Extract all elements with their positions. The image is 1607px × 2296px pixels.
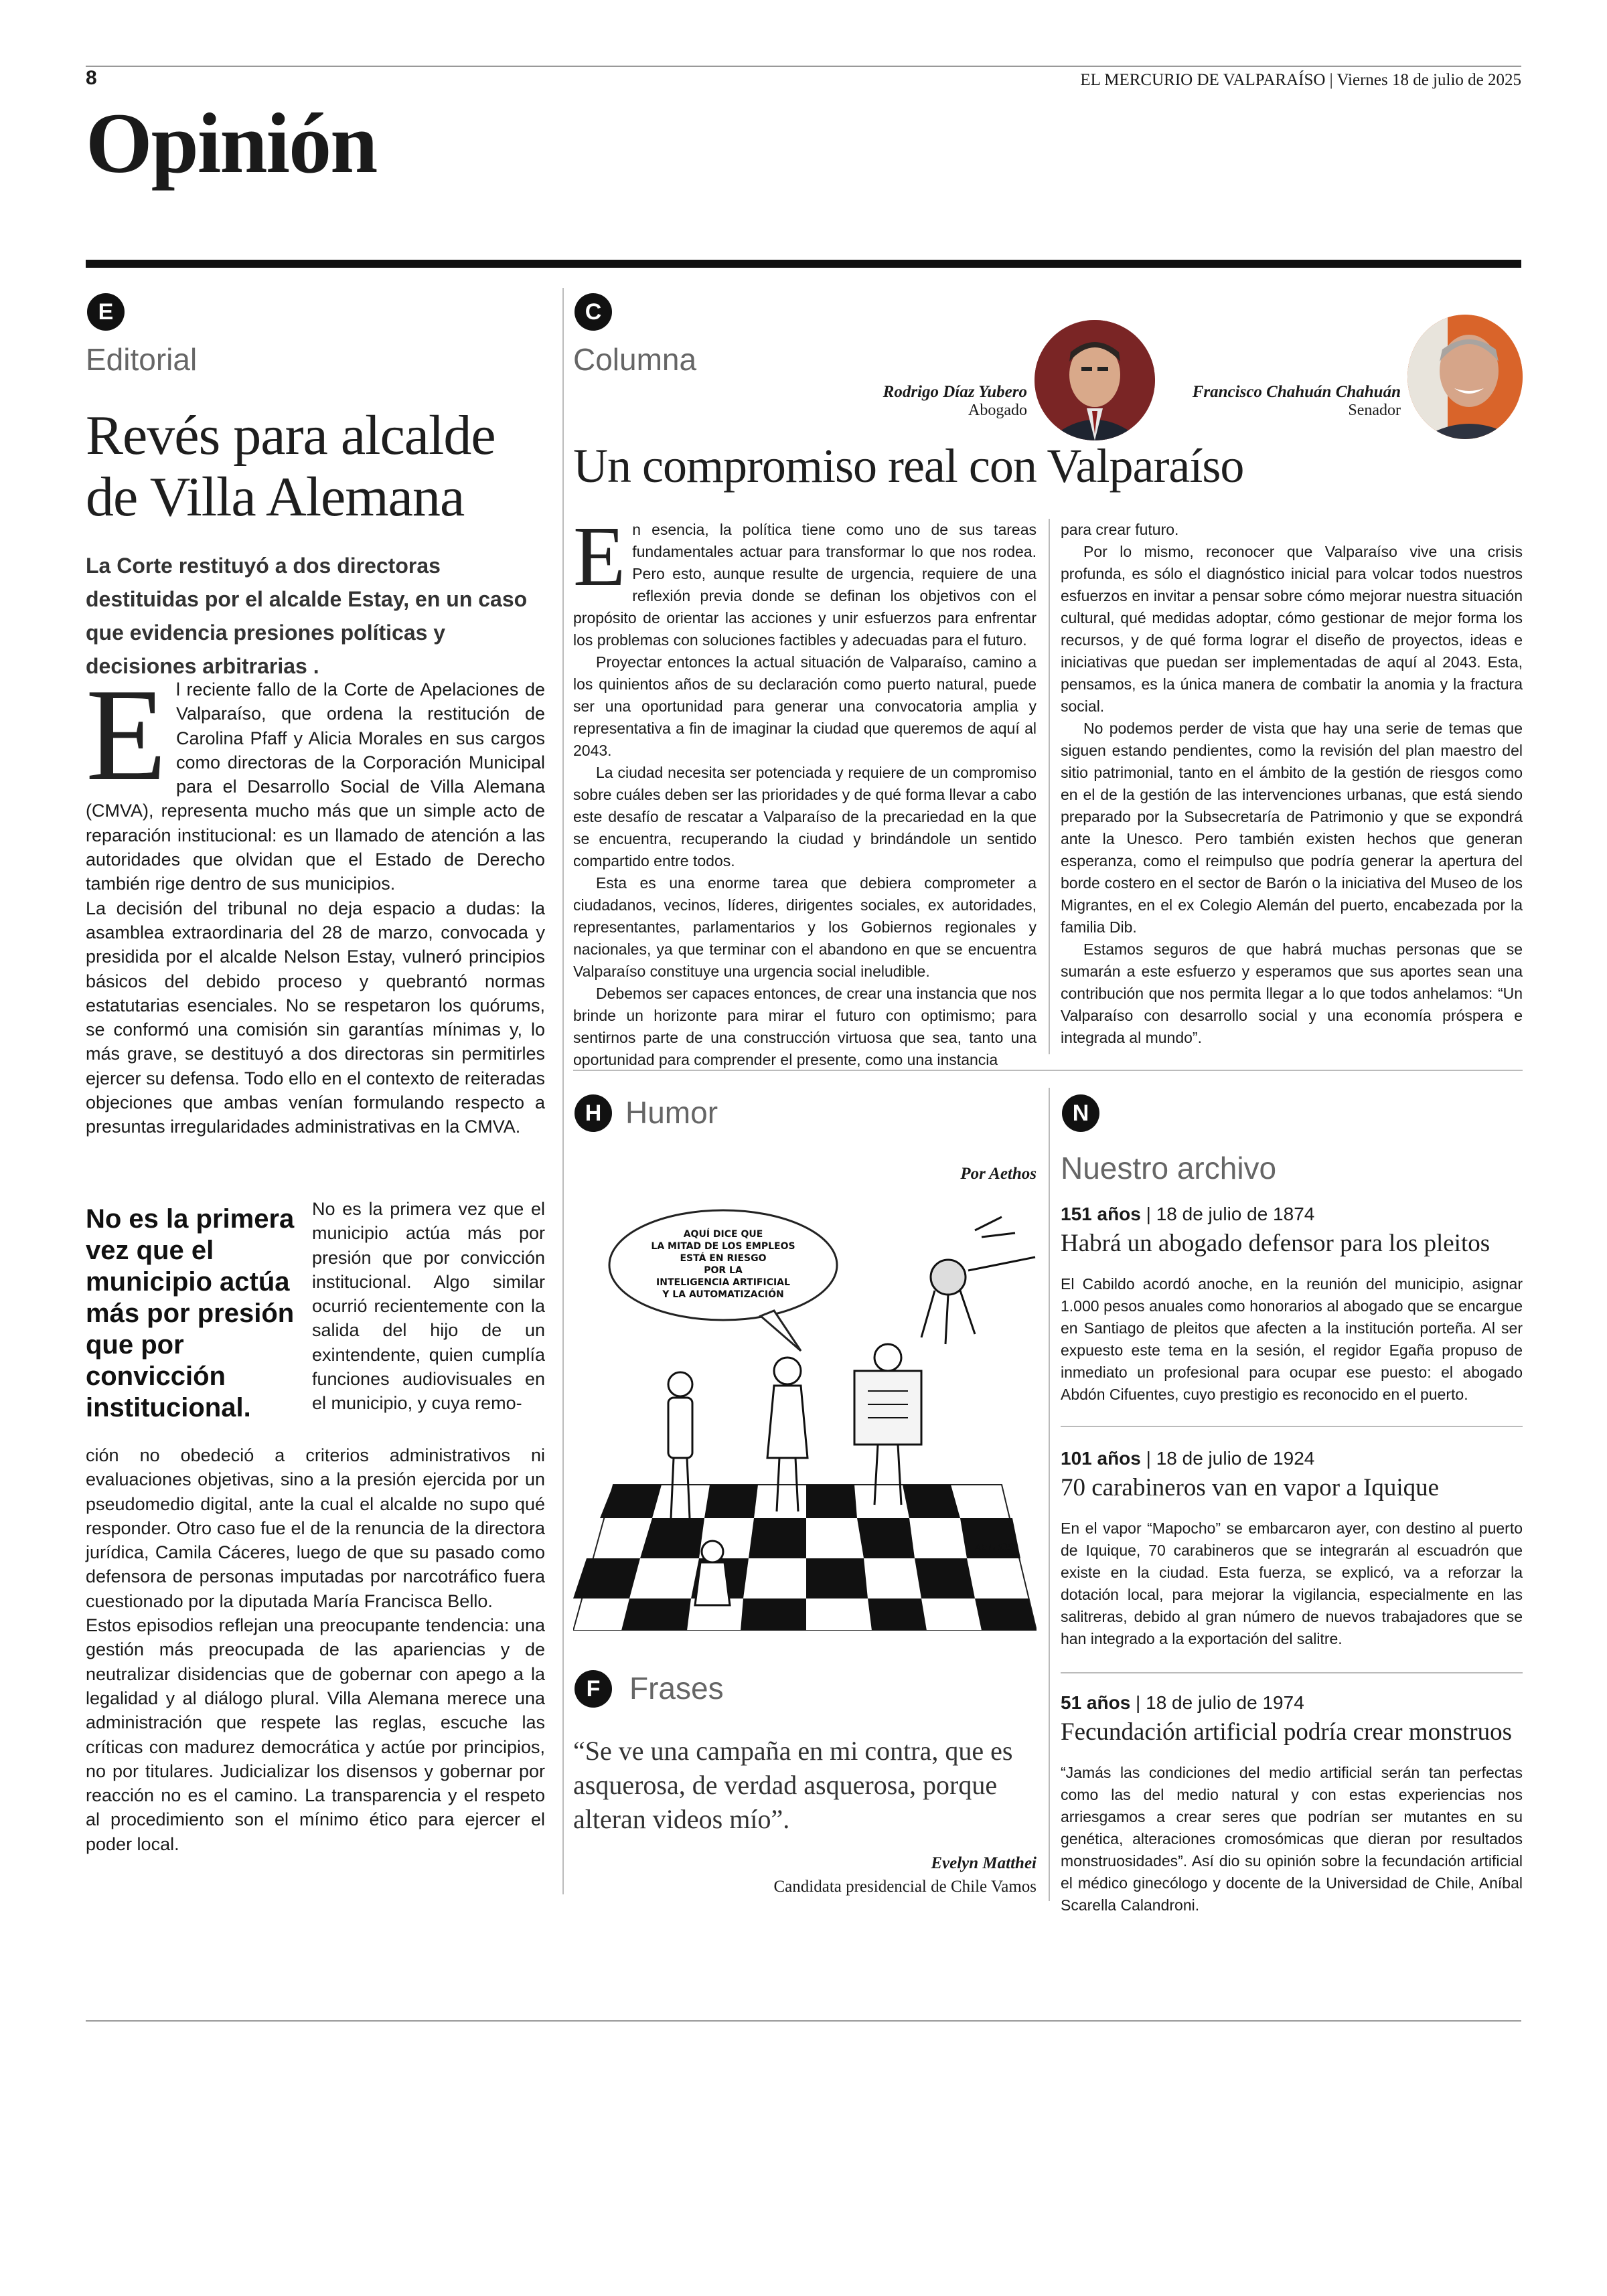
bubble-text: INTELIGENCIA ARTIFICIAL	[656, 1277, 790, 1288]
cartoon-signature: AETHOS	[975, 1542, 1014, 1553]
archive-headline: Fecundación artificial podría crear monstruos	[1061, 1718, 1512, 1746]
column-headline: Un compromiso real con Valparaíso	[573, 439, 1244, 493]
editorial-headline-line2: de Villa Alemana	[86, 466, 465, 528]
column-paragraph: para crear futuro.	[1061, 521, 1179, 538]
column-paragraph: No podemos perder de vista que hay una serie de temas que siguen estando pendientes, como la revisión del plan maestro del sitio patrimonial, tanto en el ámbito de la gestión de riesgos como en el de la gestión de las intervenciones urbanas, que está siendo preparado por la Subsecretaría de Patrimonio y que se expondrá ante la Unesco. Pero también existen hechos que generan esperanza, como el reimpulso que podría generar la apertura del borde costero en el sector de Barón o la iniciativa del Museo de los Migrantes, en el ex Colegio Alemán del puerto, encabezada por la familia Dib.	[1061, 720, 1523, 936]
column-paragraph: Por lo mismo, reconocer que Valparaíso vive una crisis profunda, es sólo el diagnóstico inicial para volcar todos nuestros esfuerzos en invitar a pensar sobre cómo mejorar nuestra situación cultural, qué medidas adoptar, cómo gestionar de mejor forma los recursos, y de qué forma lograr el diseño de proyectos, ideas e iniciativas que puedan ser implementadas de aquí al 2043. Esta, pensamos, es la única manera de combatir la anomia y la fractura social.	[1061, 543, 1523, 715]
editorial-badge: E	[87, 293, 125, 331]
column-paragraph: La ciudad necesita ser potenciada y requiere de un compromiso sobre cuáles deben ser las prioridades y de qué forma llevar a cabo este desafío de rescatar a Valparaíso de la precariedad en la que se encuentra, recuperando la ciudad y brindándole un sentido compartido entre todos.	[573, 764, 1037, 870]
author-1-photo	[1035, 320, 1155, 440]
column-author-2	[1165, 383, 1401, 420]
humor-cartoon	[573, 1204, 1037, 1631]
page-number: 8	[86, 67, 97, 89]
humor-kicker: Humor	[625, 1095, 718, 1130]
editorial-dropcap: E	[86, 661, 167, 808]
archive-kicker: Nuestro archivo	[1061, 1151, 1277, 1185]
author-2-portrait	[1407, 315, 1523, 439]
archive-years: 151 años	[1061, 1204, 1141, 1224]
archive-body: El Cabildo acordó anoche, en la reunión del municipio, asignar 1.000 pesos anuales como honorarios al abogado que se encargue en Santiago de pleitos que afecten a la institución porteña. Al ser expuesto este tema en la sesión, el regidor Egaña propuso de inmediato un profesional para ocupar ese puesto: el abogado Abdón Cifuentes, cuyo prestigio es reconocido en el puerto.	[1061, 1275, 1523, 1403]
editorial-paragraph: ción no obedeció a criterios administrativos ni evaluaciones objetivas, sino a la presión ejercida por un pseudomedio digital, ante la cual el alcalde no supo qué responder. Otro caso fue el de la renuncia de la directora jurídica, Camila Cáceres, luego de que su pasado como defensora de personas imputadas por narcotráfico fuera cuestionado por la diputada María Francisca Bello.	[86, 1445, 545, 1611]
editorial-headline	[86, 405, 548, 528]
archive-date: 18 de julio de 1974	[1146, 1692, 1304, 1713]
column-paragraph: Proyectar entonces la actual situación de Valparaíso, camino a los quinientos años de su declaración como puerto natural, puede ser una oportunidad para generar una convocatoria amplia y representativa a fin de imaginar la ciudad que queremos de aquí al 2043.	[573, 653, 1037, 759]
bottom-rule	[86, 2020, 1521, 2022]
archive-body: “Jamás las condiciones del medio artificial serán tan perfectas como las del medio natural y con estas experiencias nos arriesgamos a crear seres que podrían ser mutantes en su genética, alteraciones cromosómicas que dieran por resultados monstruosidades”. Así dio su opinión sobre la fecundación artificial el médico ginecólogo y docente de la Universidad de Chile, Aníbal Scarella Calandroni.	[1061, 1764, 1523, 1914]
column-author-1	[790, 383, 1027, 420]
editorial-paragraph: Estos episodios reflejan una preocupante tendencia: una gestión más preocupada de las apariencias y de neutralizar disidencias que de gobernar con apego a la legalidad y al diálogo plural. Villa Alemana merece una administración que respete las reglas, escuche las críticas con madurez democrática y actúe por principios, no por titulares. Judicializar los disensos y gobernar por reacción no es el camino. La transparencia y el respeto al procedimiento son el mínimo ético para ejercer el poder local.	[86, 1615, 545, 1854]
column-paragraph: Debemos ser capaces entonces, de crear una instancia que nos brinde un horizonte para mirar el futuro con optimismo; para sentirnos parte de una construcción virtuosa que sea, tanto una oportunidad para comprender el presente, como una instancia	[573, 985, 1037, 1068]
archive-item: 151 años | 18 de julio de 1874 Habrá un abogado defensor para los pleitos El Cabildo acordó anoche, en la reunión del municipio, asignar 1.000 pesos anuales como honorarios al abogado que se encargue en Santiago de pleitos que afecten a la institución porteña. Al ser expuesto este tema en la sesión, el regidor Egaña propuso de inmediato un profesional para ocupar ese puesto: el abogado Abdón Cifuentes, cuyo prestigio es reconocido en el puerto.	[1061, 1204, 1523, 1406]
frases-author: Evelyn Matthei	[931, 1854, 1037, 1872]
frases-kicker: Frases	[629, 1671, 724, 1706]
column-kicker: Columna	[573, 342, 697, 377]
column-paragraph: n esencia, la política tiene como uno de sus tareas fundamentales actuar para transformar lo que nos rodea. Pero esto, aunque resulte de urgencia, requiere de una reflexión previa donde se definan los objetivos con el propósito de orientar las acciones y unir esfuerzos para enfrentar los problemas con soluciones factibles y adecuadas para el futuro.	[573, 521, 1037, 649]
top-rule	[86, 66, 1521, 67]
editorial-pull-quote: No es la primera vez que el municipio actúa más por presión que por convicción institucional.	[86, 1204, 295, 1422]
bubble-text: Y LA AUTOMATIZACIÓN	[662, 1289, 784, 1300]
archive-headline: 70 carabineros van en vapor a Iquique	[1061, 1474, 1440, 1501]
bubble-text: ESTÁ EN RIESGO	[680, 1253, 767, 1264]
lower-divider	[1049, 1088, 1050, 1901]
archive-rule	[1061, 1672, 1523, 1673]
editorial-body-top	[86, 661, 545, 1139]
archive-date: 18 de julio de 1874	[1156, 1204, 1315, 1224]
humor-byline: Por Aethos	[960, 1165, 1037, 1183]
bubble-text: POR LA	[704, 1265, 743, 1276]
archive-item: 101 años | 18 de julio de 1924 70 carabineros van en vapor a Iquique En el vapor “Mapocho” se embarcaron ayer, con destino al puerto de Iquique, 70 carabineros que se integrarán al escuadrón que existe en la ciudad. Esta fuerza, se explicó, va a reforzar la dotación local, para mejorar la vigilancia, especialmente en las salitreras, debido al gran número de nuevos trabajadores que se han integrado a la exportación del salitre.	[1061, 1448, 1523, 1650]
cartoon-illustration	[573, 1204, 1037, 1631]
column-badge: C	[575, 293, 612, 331]
author-name: Francisco Chahuán Chahuán	[1192, 383, 1401, 401]
editorial-deck: La Corte restituyó a dos directoras destituidas por el alcalde Estay, en un caso que evidencia presiones políticas y decisiones arbitrarias .	[86, 554, 528, 678]
archive-item: 51 años | 18 de julio de 1974 Fecundación artificial podría crear monstruos “Jamás las condiciones del medio artificial serán tan perfectas como las del medio natural y con estas experiencias nos arriesgamos a crear seres que podrían ser mutantes en su genética, alteraciones cromosómicas que dieran por resultados monstruosidades”. Así dio su opinión sobre la fecundación artificial el médico ginecólogo y docente de la Universidad de Chile, Aníbal Scarella Calandroni.	[1061, 1692, 1523, 1916]
masthead: EL MERCURIO DE VALPARAÍSO | Viernes 18 de julio de 2025	[1080, 71, 1521, 89]
masthead-name: EL MERCURIO DE VALPARAÍSO	[1080, 71, 1326, 89]
frases-quote: “Se ve una campaña en mi contra, que es asquerosa, de verdad asquerosa, porque alteran videos mío”.	[573, 1736, 1013, 1834]
author-name: Rodrigo Díaz Yubero	[883, 383, 1027, 401]
editorial-headline-line1: Revés para alcalde	[86, 404, 495, 467]
author-role: Senador	[1348, 402, 1401, 419]
column-inner-divider	[1049, 519, 1050, 1054]
checkerboard-floor	[573, 1485, 1037, 1631]
archive-body: En el vapor “Mapocho” se embarcaron ayer, con destino al puerto de Iquique, 70 carabineros que se integrarán al escuadrón que existe en la ciudad. Esta fuerza, se explicó, va a reforzar la dotación local, para mejorar la vigilancia, especialmente en las salitreras, debido al gran número de nuevos trabajadores que se han integrado a la exportación del salitre.	[1061, 1520, 1523, 1647]
bubble-text: AQUÍ DICE QUE	[683, 1229, 763, 1240]
editorial-paragraph: l reciente fallo de la Corte de Apelaciones de Valparaíso, que ordena la restitución de Carolina Pfaff y Alicia Morales en sus cargos como directoras de la Corporación Municipal para el Desarrollo Social de Villa Alemana (CMVA), representa mucho más que un simple acto de reparación institucional: es un llamado de atención a las autoridades que olvidan que el Estado de Derecho también rige dentro de sus municipios.	[86, 679, 545, 894]
editorial-paragraph: La decisión del tribunal no deja espacio a dudas: la asamblea extraordinaria del 28 de marzo, convocada y presidida por el alcalde Nelson Estay, vulneró principios básicos del debido proceso y quebrantó normas estatutarias esenciales. No se respetaron los quórums, se conformó una comisión sin garantías mínimas y, lo más grave, se destituyó a dos directoras sin permitirles ejercer su defensa. Todo ello en el contexto de reiteradas objeciones que ambas venían formulando respecto a presuntas irregularidades administrativas en la CMVA.	[86, 898, 545, 1137]
editorial-body-bottom	[86, 1443, 545, 1856]
editorial-kicker: Editorial	[86, 342, 198, 377]
section-rule	[86, 260, 1521, 268]
column-body-right	[1061, 519, 1523, 1049]
bubble-text: LA MITAD DE LOS EMPLEOS	[651, 1241, 795, 1252]
archive-years: 51 años	[1061, 1692, 1131, 1713]
author-2-photo	[1407, 315, 1523, 439]
archive-rule	[1061, 1426, 1523, 1427]
column-paragraph: Estamos seguros de que habrá muchas personas que se sumarán a este esfuerzo y esperamos que sus aportes sean una contribución que nos permita llegar a lo que todos anhelamos: “Un Valparaíso con desarrollo social y una economía próspera e integrada al mundo”.	[1061, 940, 1523, 1046]
archive-date: 18 de julio de 1924	[1156, 1448, 1315, 1469]
editorial-paragraph: No es la primera vez que el municipio actúa más por presión que por convicción institucional. Algo similar ocurrió recientemente con la salida del hijo de un exintendente, quien cumplía funciones audiovisuales en el municipio, y cuya remo-	[312, 1199, 545, 1414]
frases-role: Candidata presidencial de Chile Vamos	[773, 1878, 1037, 1896]
archive-headline: Habrá un abogado defensor para los pleitos	[1061, 1230, 1490, 1257]
section-title: Opinión	[86, 96, 377, 191]
author-1-portrait	[1035, 320, 1155, 440]
archive-years: 101 años	[1061, 1448, 1141, 1469]
column-dropcap: E	[573, 509, 626, 604]
column-divider	[562, 288, 564, 1894]
editorial-body-wrap	[312, 1197, 545, 1416]
frases-badge: F	[575, 1670, 612, 1708]
humor-badge: H	[575, 1094, 612, 1132]
archive-badge: N	[1062, 1094, 1099, 1132]
column-paragraph: Esta es una enorme tarea que debiera comprometer a ciudadanos, vecinos, líderes, dirigentes sociales, ex autoridades, representantes, parlamentarios y los Gobiernos regionales y nacionales, ya que terminar con el abandono en que se encuentra Valparaíso constituye una urgencia social ineludible.	[573, 874, 1037, 980]
author-role: Abogado	[968, 402, 1027, 419]
column-bottom-rule	[573, 1070, 1523, 1071]
column-body-left	[573, 509, 1037, 1071]
masthead-date: Viernes 18 de julio de 2025	[1336, 71, 1521, 89]
